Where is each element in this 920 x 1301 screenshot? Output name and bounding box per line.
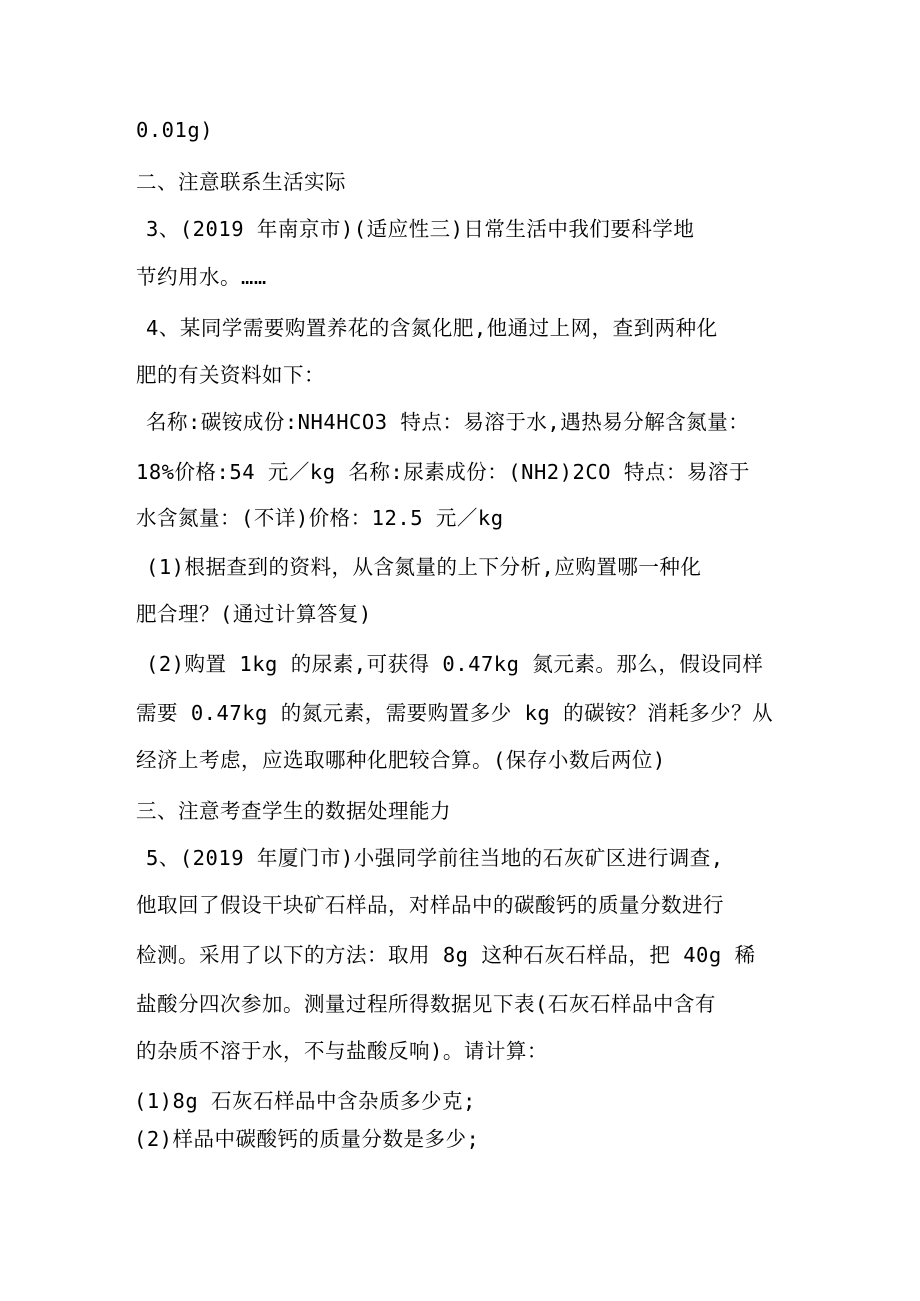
question-3-line-1: 3、(2019 年南京市)(适应性三)日常生活中我们要科学地	[146, 217, 695, 241]
section-heading: 三、注意考查学生的数据处理能力	[136, 799, 451, 823]
question-4-line-2: 肥的有关资料如下：	[136, 363, 325, 387]
fertilizer-info-line-2: 18%价格:54 元／kg 名称:尿素成份：(NH2)2CO 特点：易溶于	[136, 460, 750, 484]
question-4-part-1-line-1: (1)根据查到的资料，从含氮量的上下分析,应购置哪一种化	[146, 555, 702, 579]
question-5-part-1: (1)8g 石灰石样品中含杂质多少克;	[134, 1089, 476, 1113]
fertilizer-info-line-1: 名称:碳铵成份:NH4HCO3 特点：易溶于水,遇热易分解含氮量：	[146, 410, 750, 434]
question-5-line-4: 盐酸分四次参加。测量过程所得数据见下表(石灰石样品中含有	[136, 992, 716, 1016]
question-5-line-5: 的杂质不溶于水，不与盐酸反响)。请计算：	[136, 1039, 548, 1063]
question-4-part-1-line-2: 肥合理？(通过计算答复)	[136, 602, 372, 626]
question-5-part-2: (2)样品中碳酸钙的质量分数是多少;	[134, 1127, 480, 1151]
question-5-line-1: 5、(2019 年厦门市)小强同学前往当地的石灰矿区进行调查,	[146, 846, 724, 870]
question-4-part-2-line-3: 经济上考虑，应选取哪种化肥较合算。(保存小数后两位)	[136, 748, 666, 772]
section-heading: 二、注意联系生活实际	[136, 170, 346, 194]
question-3-line-2: 节约用水。……	[136, 265, 267, 289]
fertilizer-info-line-3: 水含氮量：(不详)价格：12.5 元／kg	[136, 506, 504, 530]
question-5-line-3: 检测。采用了以下的方法：取用 8g 这种石灰石样品，把 40g 稀	[136, 943, 756, 967]
question-4-part-2-line-2: 需要 0.47kg 的氮元素，需要购置多少 kg 的碳铵？消耗多少？从	[136, 701, 774, 725]
question-4-part-2-line-1: (2)购置 1kg 的尿素,可获得 0.47kg 氮元素。那么，假设同样	[146, 652, 764, 676]
question-5-line-2: 他取回了假设干块矿石样品，对样品中的碳酸钙的质量分数进行	[136, 893, 724, 917]
text-line: 0.01g)	[136, 118, 214, 142]
question-4-line-1: 4、某同学需要购置养花的含氮化肥,他通过上网，查到两种化	[146, 316, 718, 340]
